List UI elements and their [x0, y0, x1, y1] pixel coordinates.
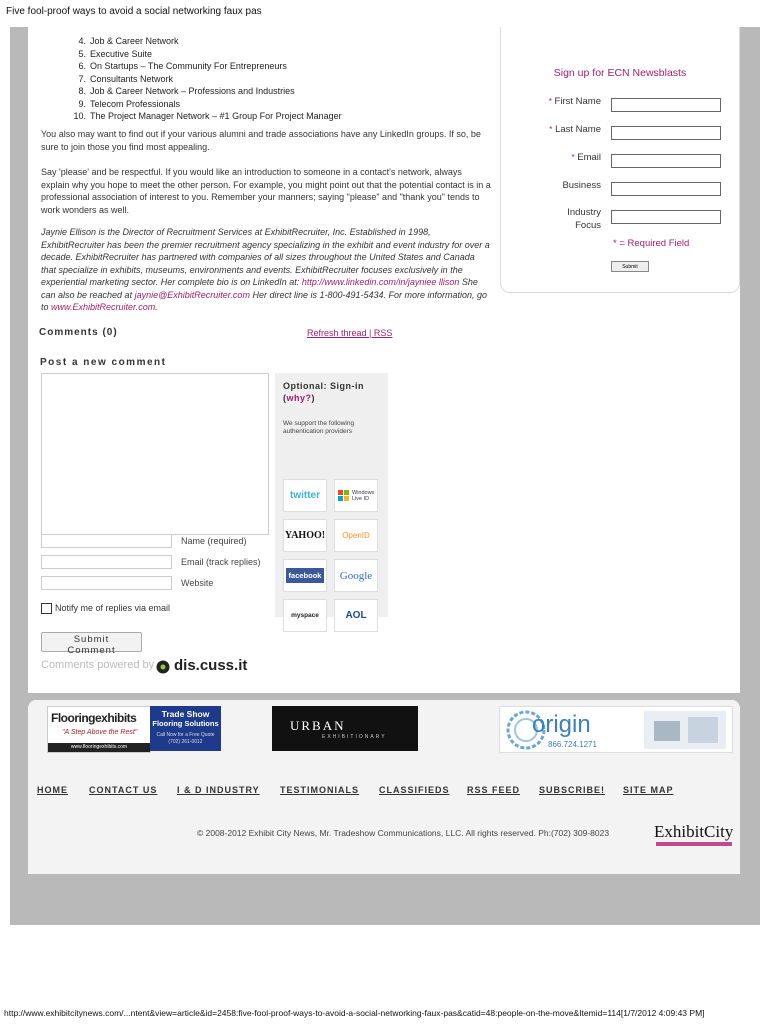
nav-testimonials[interactable]: TESTIMONIALS — [280, 785, 359, 795]
first-name-field[interactable] — [611, 98, 721, 112]
openid-signin-icon[interactable]: OpenID — [334, 519, 378, 552]
newsletter-signup — [500, 27, 740, 293]
comment-textarea[interactable] — [41, 373, 269, 535]
industry-focus-field[interactable] — [611, 210, 721, 224]
flooring-exhibits-ad[interactable]: Flooringexhibits "A Step Above the Rest" www.flooringexhibits.com — [47, 706, 151, 753]
email-field[interactable] — [611, 154, 721, 168]
notify-label: Notify me of replies via email — [55, 603, 171, 613]
discuss-bubble-icon — [156, 660, 172, 676]
myspace-signin-icon[interactable]: myspace — [283, 599, 327, 632]
nav-site-map[interactable]: SITE MAP — [623, 785, 674, 795]
email-link[interactable]: jaynie@ExhibitRecruiter.com — [134, 289, 250, 300]
refresh-thread-link[interactable]: Refresh thread | RSS — [307, 328, 393, 338]
required-note: * = Required Field — [613, 238, 690, 249]
flooring-solutions-ad[interactable]: Trade Show Flooring Solutions Call Now for a Free Quote (702) 261-0012 — [150, 706, 221, 751]
list-item: 9. Telecom Professionals — [78, 98, 181, 109]
article-paragraph: You also may want to find out if your various alumni and trade associations have any LinkedIn groups. If so, be sure to join those you find most appealing. — [41, 129, 481, 152]
nav-contact-us[interactable]: CONTACT US — [89, 785, 158, 795]
origin-ad-photo — [644, 711, 726, 749]
newsletter-submit-button[interactable]: Submit — [611, 261, 649, 272]
business-field[interactable] — [611, 182, 721, 196]
facebook-signin-icon[interactable]: facebook — [283, 559, 327, 592]
list-item: 7. Consultants Network — [78, 73, 174, 84]
yahoo-signin-icon[interactable]: YAHOO! — [283, 519, 327, 552]
last-name-label: * Last Name — [549, 124, 601, 135]
email-label: * Email — [571, 152, 601, 163]
comment-website-label: Website — [181, 578, 214, 588]
linkedin-group-list — [58, 35, 342, 123]
comments-heading: Comments (0) — [39, 327, 118, 338]
industry-focus-label: Industry Focus — [567, 207, 601, 231]
comment-name-field[interactable] — [41, 534, 172, 548]
website-link[interactable]: www.ExhibitRecruiter.com — [51, 302, 156, 312]
signin-title: Optional: Sign-in — [283, 381, 364, 391]
list-item: 4. Job & Career Network — [78, 36, 179, 46]
post-comment-heading: Post a new comment — [40, 357, 167, 368]
comment-email-label: Email (track replies) — [181, 557, 261, 567]
exhibit-city-logo-bar — [656, 842, 732, 846]
nav-rss-feed[interactable]: RSS FEED — [467, 785, 521, 795]
comment-name-label: Name (required) — [181, 536, 247, 546]
why-link[interactable]: (why?) — [283, 393, 316, 403]
author-bio: Jaynie Ellison is the Director of Recruitment Services at ExhibitRecruiter, Inc. Established in 1998, ExhibitRecruiter has been the premier recruitment agency specializing in the exhibit and event industry for over a decade. ExhibitRecruiter has partnered with companies of all sizes throughout the United States and Canada that specialize in exhibits, museums, environments and events. ExhibitRecruiter focuses exclusively in the experiential marketing sector. Her complete bio is on LinkedIn at: http://www.linkedin.com/in/jayniee llison She can also be reached at jaynie@ExhibitRecruiter.com Her direct line is 1-800-491-5434. For more information, go to www.ExhibitRecruiter.com. — [41, 227, 490, 312]
list-item: 5. Executive Suite — [78, 48, 153, 59]
powered-by-text: Comments powered by — [41, 659, 155, 671]
notify-checkbox[interactable] — [41, 603, 52, 614]
nav-id-industry[interactable]: I & D INDUSTRY — [177, 785, 260, 795]
first-name-label: * First Name — [548, 96, 601, 107]
last-name-field[interactable] — [611, 126, 721, 140]
windows-live-signin-icon[interactable]: Windows Live ID — [334, 479, 378, 512]
submit-comment-button[interactable]: Submit Comment — [41, 632, 142, 652]
comment-website-field[interactable] — [41, 576, 172, 590]
list-item: 8. Job & Career Network – Professions and Industries — [78, 86, 295, 96]
page-title: Five fool-proof ways to avoid a social networking faux pas — [6, 6, 262, 17]
page-url: http://www.exhibitcitynews.com/...ntent&view=article&id=2458:five-fool-proof-ways-to-avoid-a-social-networking-faux-pas&catid=48:people-on-the-move&Itemid=114[1/7/2012 4:09:43 PM] — [4, 1008, 705, 1018]
exhibit-city-logo[interactable]: ExhibitCity — [654, 822, 734, 841]
aol-signin-icon[interactable]: AOL — [334, 599, 378, 632]
copyright: © 2008-2012 Exhibit City News, Mr. Tradeshow Communications, LLC. All rights reserved. Ph:(702) 309-8023 — [197, 828, 610, 838]
origin-ad[interactable]: origin 866.724.1271 — [499, 706, 733, 753]
list-item: 10. The Project Manager Network – #1 Group For Project Manager — [73, 111, 342, 121]
article-card — [28, 27, 740, 693]
urban-exhibitionary-ad[interactable]: URBAN EXHIBITIONARY — [272, 706, 418, 751]
comment-email-field[interactable] — [41, 555, 172, 569]
twitter-signin-icon[interactable]: twitter — [283, 479, 327, 512]
providers-note: We support the following authentication providers — [283, 420, 355, 435]
google-signin-icon[interactable]: Google — [334, 559, 378, 592]
business-label: Business — [562, 180, 601, 191]
nav-subscribe[interactable]: SUBSCRIBE! — [539, 785, 606, 795]
linkedin-link[interactable]: http://www.linkedin.com/in/jayniee llison — [301, 277, 460, 287]
signin-panel — [275, 373, 388, 621]
nav-classifieds[interactable]: CLASSIFIEDS — [379, 785, 450, 795]
newsletter-title: Sign up for ECN Newsblasts — [553, 67, 687, 79]
list-item: 6. On Startups – The Community For Entrepreneurs — [78, 61, 287, 71]
discuss-logo[interactable]: dis.cuss.it — [174, 657, 248, 674]
nav-home[interactable]: HOME — [37, 785, 68, 795]
article-paragraph: Say 'please' and be respectful. If you would like an introduction to someone in a contact's network, always explain why you hope to meet the other person. For example, you might point out that the potential contact is in a professional association of interest to you. Remember your manners; saying "please" and "thank you" tends to work wonders as well. — [41, 167, 491, 215]
